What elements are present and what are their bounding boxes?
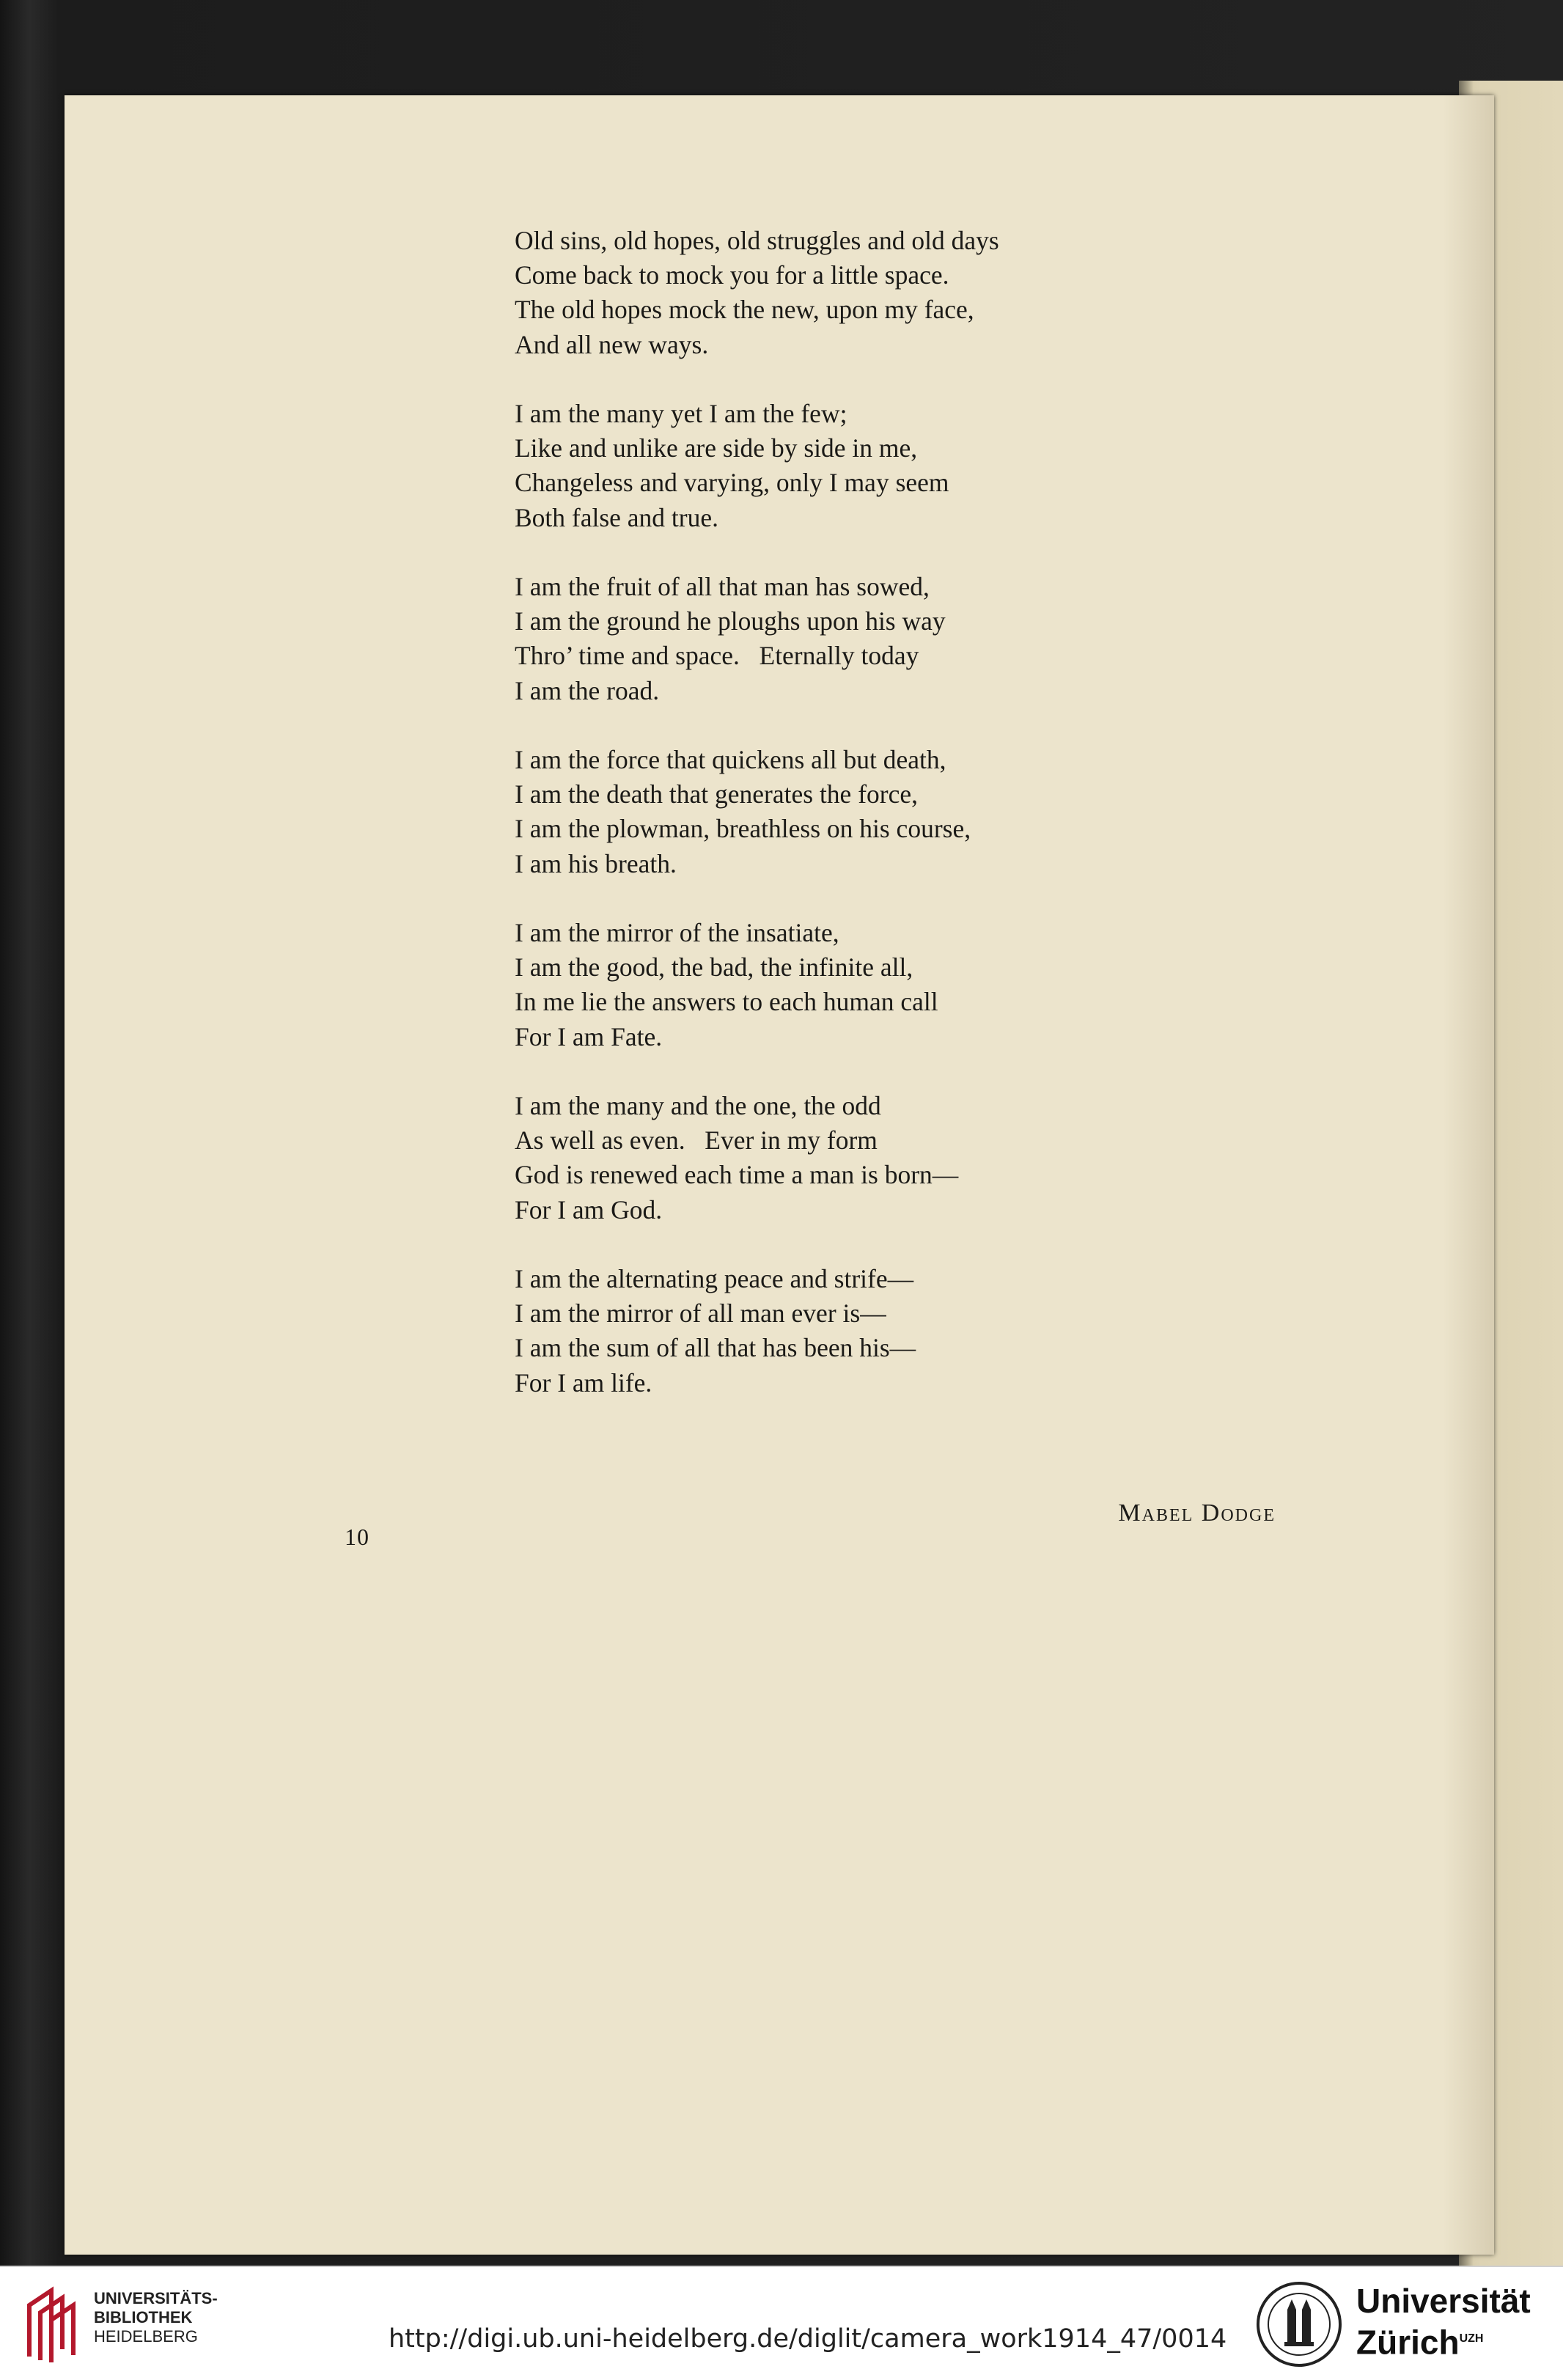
- poem-line: God is renewed each time a man is born—: [515, 1160, 959, 1190]
- uzh-name-city: Zürich: [1356, 2323, 1460, 2362]
- poem-line: I am the mirror of the insatiate,: [515, 918, 839, 947]
- poem-line: I am the force that quickens all but death,: [515, 745, 946, 774]
- poem-stanza: [515, 224, 1284, 362]
- viewer-footer: [0, 2266, 1563, 2380]
- poem-stanza: [515, 916, 1284, 1054]
- uzh-name: [1356, 2282, 1531, 2361]
- poem-text: [515, 224, 1284, 1435]
- poem-line: I am the plowman, breathless on his course,: [515, 814, 971, 844]
- poem-line: In me lie the answers to each human call: [515, 987, 938, 1017]
- poem-line: For I am God.: [515, 1194, 663, 1224]
- document-url-link[interactable]: http://digi.ub.uni-heidelberg.de/diglit/camera_work1914_47/0014: [389, 2324, 1227, 2354]
- poem-line: Old sins, old hopes, old struggles and old days: [515, 226, 999, 255]
- poem-author: Mabel Dodge: [1118, 1499, 1276, 1527]
- poem-line: Both false and true.: [515, 502, 719, 532]
- poem-line: I am the road.: [515, 675, 660, 705]
- poem-line: As well as even. Ever in my form: [515, 1125, 878, 1156]
- poem-line: And all new ways.: [515, 329, 709, 359]
- poem-stanza: [515, 397, 1284, 535]
- ub-heidelberg-logo-icon[interactable]: [22, 2283, 88, 2364]
- uzh-name-line-2: [1356, 2320, 1531, 2361]
- poem-line: I am the fruit of all that man has sowed,: [515, 572, 930, 601]
- ub-name-line-2: BIBLIOTHEK: [94, 2308, 193, 2326]
- ub-heidelberg-name: [94, 2289, 218, 2346]
- page-number: 10: [345, 1524, 369, 1550]
- uzh-abbrev: UZH: [1459, 2332, 1484, 2345]
- poem-line: The old hopes mock the new, upon my face,: [515, 295, 974, 325]
- poem-line: Changeless and varying, only I may seem: [515, 468, 949, 498]
- poem-line: I am the ground he ploughs upon his way: [515, 606, 946, 636]
- ub-name-line-1: UNIVERSITÄTS-: [94, 2289, 218, 2307]
- poem-line: I am the alternating peace and strife—: [515, 1264, 914, 1293]
- poem-line: For I am Fate.: [515, 1021, 663, 1051]
- poem-line: I am the many and the one, the odd: [515, 1091, 881, 1120]
- poem-stanza: [515, 1262, 1284, 1400]
- page-gutter-shade: [1443, 95, 1494, 2255]
- poem-line: Come back to mock you for a little space.: [515, 260, 949, 290]
- poem-stanza: [515, 743, 1284, 881]
- poem-stanza: [515, 570, 1284, 708]
- poem-line: I am the death that generates the force,: [515, 779, 918, 809]
- poem-line: Like and unlike are side by side in me,: [515, 433, 918, 463]
- poem-stanza: [515, 1089, 1284, 1227]
- poem-line: I am the mirror of all man ever is—: [515, 1299, 886, 1329]
- poem-line: I am his breath.: [515, 848, 677, 878]
- poem-line: Thro’ time and space. Eternally today: [515, 641, 919, 671]
- uzh-name-line-1: Universität: [1356, 2282, 1531, 2320]
- poem-line: I am the many yet I am the few;: [515, 399, 847, 428]
- poem-line: For I am life.: [515, 1367, 652, 1397]
- uzh-seal-icon[interactable]: [1255, 2280, 1343, 2368]
- ub-name-line-3: HEIDELBERG: [94, 2327, 198, 2346]
- poem-line: I am the sum of all that has been his—: [515, 1333, 916, 1363]
- poem-line: I am the good, the bad, the infinite all,: [515, 952, 913, 983]
